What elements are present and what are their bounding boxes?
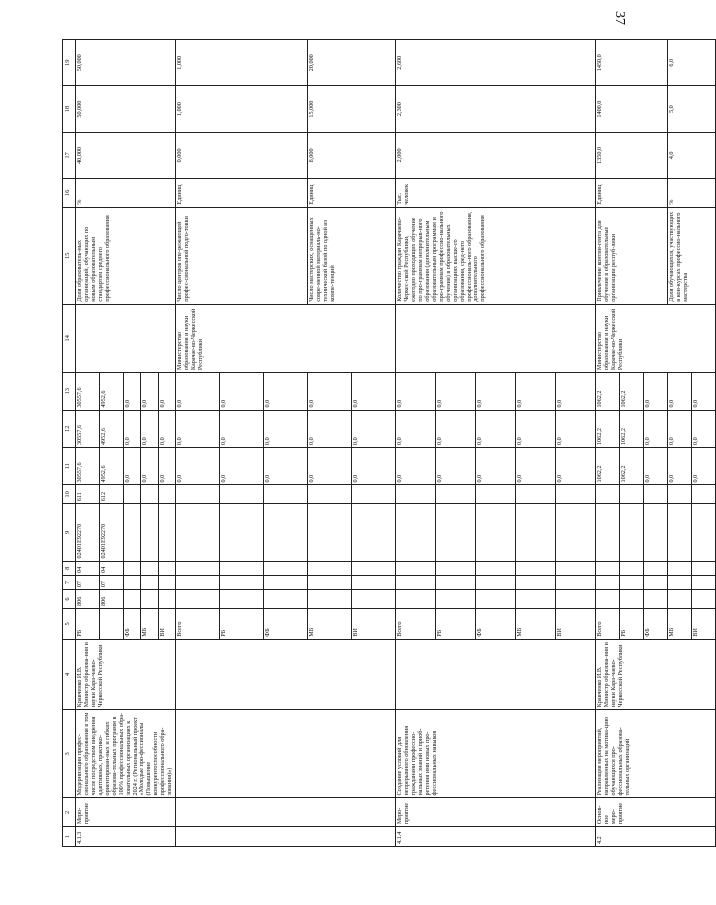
cell-c6: 806 [76,590,100,609]
section-number [176,827,396,847]
cell-c8 [436,561,476,575]
col-header: 13 [63,373,76,410]
cell-c12: 0,0 [396,410,436,447]
header-row [63,40,76,847]
cell-c9 [476,504,516,561]
table-row [596,40,620,847]
cell-c12: 0,0 [176,410,220,447]
cell-c9 [556,504,596,561]
cell-c9 [596,504,620,561]
section-number: 4.1.4 [396,827,596,847]
cell-c8 [141,561,158,575]
section-number: 4.2 [596,827,716,847]
cell-c11: 0,0 [692,448,716,485]
col-header: 18 [63,86,76,132]
cell-c13: 30557,6 [76,373,100,410]
cell-src: РБ [620,608,644,639]
cell-c12: 0,0 [436,410,476,447]
cell-c11: 0,0 [123,448,140,485]
indicator-text: Доля образователь-ных организаций, обучающих по новым образовательным стандартам среднего профессионального образования [76,207,176,304]
cell-src: ВИ [692,608,716,639]
cell-c12: 0,0 [556,410,596,447]
cell-c11: 0,0 [176,448,220,485]
cell-c11: 0,0 [668,448,692,485]
cell-c6 [692,590,716,609]
cell-c10 [436,485,476,504]
cell-c10 [620,485,644,504]
cell-c8 [692,561,716,575]
indicator-text: Количество граждан Карачаево-Черкес-ской Республики, ежегодно проходящих обучение по про-граммам непрерыв-ного образования (дополнительным образовательным программам и про-граммам профессио-нального обучения) в образовательных организациях высше-го образования, сред-него профессиональ-ного образования, дополнительного профессионального образования [396,207,596,304]
cell-c13: 0,0 [176,373,220,410]
indicator-value-18: 15,000 [308,86,396,132]
indicator-unit: Тыс. человек [396,179,596,208]
cell-src: ФБ [644,608,668,639]
indicator-value-17: 1350,0 [596,132,668,178]
table-row [176,40,220,847]
indicator-value-17: 4,0 [668,132,716,178]
cell-c11: 0,0 [352,448,396,485]
section-number: 4.1.3 [76,827,176,847]
col-header: 7 [63,575,76,589]
cell-c6 [644,590,668,609]
cell-src: МБ [308,608,352,639]
cell-c12: 0,0 [476,410,516,447]
cell-c10 [141,485,158,504]
cell-c6 [668,590,692,609]
cell-c9 [620,504,644,561]
section-type: Меро-приятие [76,798,176,827]
cell-c6 [556,590,596,609]
cell-c10 [220,485,264,504]
col-header: 10 [63,485,76,504]
cell-c9 [644,504,668,561]
cell-c7 [476,575,516,589]
col-header: 6 [63,590,76,609]
col-header: 16 [63,179,76,208]
indicator-unit: Единиц [596,179,668,208]
cell-c6 [158,590,175,609]
cell-c9 [264,504,308,561]
cell-c6 [436,590,476,609]
rotated-table-sheet [62,39,700,847]
cell-c9 [352,504,396,561]
col-header: 8 [63,561,76,575]
cell-c13: 1062,2 [596,373,620,410]
cell-c13: 0,0 [220,373,264,410]
cell-c13: 0,0 [123,373,140,410]
cell-c6 [476,590,516,609]
cell-c6: 806 [99,590,123,609]
cell-c8 [556,561,596,575]
cell-c10 [668,485,692,504]
cell-c11: 0,0 [644,448,668,485]
cell-c12: 0,0 [264,410,308,447]
cell-c8 [123,561,140,575]
indicator-text: Число мастерских, оснащенных совре-менной материаль-но-технической базой по одной из компе-тенций [308,207,396,304]
cell-c9 [396,504,436,561]
cell-c6 [396,590,436,609]
cell-c13: 1062,2 [620,373,644,410]
indicator-value-17: 0,000 [176,132,308,178]
indicator-value-19: 6,0 [668,40,716,86]
cell-c9: 02401Е92270 [99,504,123,561]
cell-src: ВИ [352,608,396,639]
cell-c6 [220,590,264,609]
cell-c9 [436,504,476,561]
cell-c10 [176,485,220,504]
cell-c7 [308,575,352,589]
cell-c13: 0,0 [141,373,158,410]
cell-c10 [264,485,308,504]
cell-c9 [308,504,352,561]
cell-src: МБ [141,608,158,639]
cell-c10 [476,485,516,504]
section-executor: Кравченко И.В. Министр образова-ния и науки Кара-чаево-Черкесской Республики [76,639,176,710]
section-name: Создание условий для непрерывного обновления гражданами профессио-нальных знаний и приоб-ретения ими новых про-фессиональных навыков [396,710,596,798]
cell-c11: 30557,6 [76,448,100,485]
col-header: 17 [63,132,76,178]
col-header: 1 [63,827,76,847]
cell-c12: 0,0 [220,410,264,447]
cell-c7 [264,575,308,589]
cell-c12: 0,0 [668,410,692,447]
indicator-unit: % [668,179,716,208]
cell-c11: 0,0 [516,448,556,485]
indicator-value-18: 50,000 [76,86,176,132]
cell-src: ВИ [158,608,175,639]
cell-c7: 07 [76,575,100,589]
indicator-text: Привлечение контин-гента для обучения в образовательные организации респуб-лики [596,207,668,304]
cell-c9 [176,504,220,561]
cell-c8 [352,561,396,575]
cell-c7 [556,575,596,589]
cell-c12: 0,0 [692,410,716,447]
cell-c7 [123,575,140,589]
cell-c7 [158,575,175,589]
cell-c6 [620,590,644,609]
section-executor: Кравченко И.В. Министр образова-ния и науки Кара-чаево-Черкесской Республики [596,639,716,710]
cell-c13: 0,0 [308,373,352,410]
cell-c10 [644,485,668,504]
cell-c13: 0,0 [396,373,436,410]
cell-c10 [596,485,620,504]
cell-c8 [596,561,620,575]
section-responsible: Министерство образования и науки Карачае-во-Черкесской Республики [176,304,396,372]
cell-c12: 0,0 [123,410,140,447]
cell-src: РБ [436,608,476,639]
cell-c9 [141,504,158,561]
col-header: 14 [63,304,76,372]
cell-c9 [158,504,175,561]
col-header: 3 [63,710,76,798]
cell-c12: 30557,6 [76,410,100,447]
cell-c6 [516,590,556,609]
cell-c10 [158,485,175,504]
cell-c9: 02401Е92270 [76,504,100,561]
cell-c8 [516,561,556,575]
col-header: 15 [63,207,76,304]
table-body [63,40,716,847]
cell-c12: 0,0 [352,410,396,447]
cell-c7 [516,575,556,589]
cell-c11: 0,0 [396,448,436,485]
cell-src: РБ [76,608,100,639]
cell-src: МБ [516,608,556,639]
cell-c12: 0,0 [141,410,158,447]
col-header: 9 [63,504,76,561]
cell-src: МБ [668,608,692,639]
cell-c7 [220,575,264,589]
cell-src: ФБ [123,608,140,639]
cell-c12: 1062,2 [620,410,644,447]
cell-c9 [692,504,716,561]
cell-src [99,608,123,639]
cell-c11: 4952,6 [99,448,123,485]
cell-c10 [308,485,352,504]
cell-c6 [308,590,352,609]
col-header: 4 [63,639,76,710]
indicator-value-19: 2,600 [396,40,596,86]
cell-src: ФБ [264,608,308,639]
section-name: Реализация мероприятий, направленных на мотива-цию обучающихся про-фессиональных образова-тельных организаций [596,710,716,798]
cell-c13: 0,0 [352,373,396,410]
section-type [176,798,396,827]
indicator-value-17: 2,000 [396,132,596,178]
cell-c11: 0,0 [436,448,476,485]
cell-c13: 0,0 [158,373,175,410]
indicator-value-19: 1450,0 [596,40,668,86]
cell-c10 [396,485,436,504]
cell-c13: 0,0 [692,373,716,410]
cell-c12: 0,0 [158,410,175,447]
section-responsible [76,304,176,372]
cell-c10 [352,485,396,504]
cell-c13: 0,0 [476,373,516,410]
cell-c8 [644,561,668,575]
cell-c7 [668,575,692,589]
cell-c10 [556,485,596,504]
cell-c12: 4952,6 [99,410,123,447]
cell-src: ВИ [556,608,596,639]
indicator-unit: Единиц [176,179,308,208]
cell-c6 [352,590,396,609]
section-responsible [396,304,596,372]
cell-c8 [264,561,308,575]
section-executor [176,639,396,710]
cell-c6 [123,590,140,609]
program-table [62,39,716,847]
col-header: 11 [63,448,76,485]
section-type: Меро-приятие [396,798,596,827]
indicator-value-19: 1,000 [176,40,308,86]
indicator-value-17: 8,000 [308,132,396,178]
cell-c7 [396,575,436,589]
cell-c7: 07 [99,575,123,589]
cell-c9 [668,504,692,561]
cell-c6 [596,590,620,609]
cell-c11: 0,0 [476,448,516,485]
cell-c8 [396,561,436,575]
cell-c11: 0,0 [158,448,175,485]
col-header: 2 [63,798,76,827]
cell-c7 [176,575,220,589]
cell-c8 [620,561,644,575]
table-row [396,40,436,847]
cell-c13: 0,0 [436,373,476,410]
cell-c10: 612 [99,485,123,504]
indicator-value-17: 40,000 [76,132,176,178]
cell-c6 [141,590,158,609]
cell-c11: 1062,2 [620,448,644,485]
indicator-value-18: 1400,0 [596,86,668,132]
cell-c8: 04 [99,561,123,575]
cell-c7 [436,575,476,589]
cell-c10: 611 [76,485,100,504]
cell-c11: 1062,2 [596,448,620,485]
cell-c7 [692,575,716,589]
indicator-text: Число центров опе-режающей профес-сиональной подго-товки [176,207,308,304]
cell-c11: 0,0 [220,448,264,485]
cell-c7 [352,575,396,589]
indicator-value-19: 50,000 [76,40,176,86]
cell-c7 [620,575,644,589]
cell-src: РБ [220,608,264,639]
cell-c6 [176,590,220,609]
cell-c13: 0,0 [556,373,596,410]
cell-c10 [123,485,140,504]
cell-c7 [644,575,668,589]
cell-c12: 0,0 [308,410,352,447]
table-row [76,40,100,847]
page-number: 37 [612,11,627,25]
cell-c12: 0,0 [516,410,556,447]
cell-c11: 0,0 [556,448,596,485]
cell-c11: 0,0 [141,448,158,485]
cell-c8: 04 [76,561,100,575]
section-responsible: Министерство образования и науки Карачае-во-Черкесской Республики [596,304,716,372]
cell-c13: 0,0 [264,373,308,410]
section-type: Основ-ное меро-приятие [596,798,716,827]
indicator-value-18: 2,300 [396,86,596,132]
cell-src: Всего [396,608,436,639]
indicator-unit: Единиц [308,179,396,208]
cell-c11: 0,0 [308,448,352,485]
cell-src: ФБ [476,608,516,639]
cell-c8 [158,561,175,575]
indicator-value-18: 1,000 [176,86,308,132]
cell-c13: 0,0 [516,373,556,410]
col-header: 5 [63,608,76,639]
cell-c10 [516,485,556,504]
indicator-value-19: 20,000 [308,40,396,86]
cell-c12: 0,0 [644,410,668,447]
section-executor [396,639,596,710]
cell-c8 [220,561,264,575]
cell-c7 [141,575,158,589]
cell-c13: 0,0 [668,373,692,410]
cell-c12: 1062,2 [596,410,620,447]
indicator-unit: % [76,179,176,208]
cell-c9 [123,504,140,561]
cell-c9 [516,504,556,561]
cell-c6 [264,590,308,609]
section-name: Модернизация профес-сионального образования в том числе посредством внедрения адаптивных, практико-ориентирован-ных и гибких образова-тельных программ в 100% профессиональных обра-зовательных организациях к 2024 г. (Региональный проект «Молодые про-фессионалы (Повышение конкурентоспособности профессионального обра-зования)») [76,710,176,798]
cell-c8 [476,561,516,575]
cell-c13: 0,0 [644,373,668,410]
cell-src: Всего [596,608,620,639]
indicator-value-18: 5,0 [668,86,716,132]
cell-c8 [176,561,220,575]
cell-c10 [692,485,716,504]
section-name [176,710,396,798]
cell-c8 [308,561,352,575]
cell-src: Всего [176,608,220,639]
cell-c9 [220,504,264,561]
cell-c11: 0,0 [264,448,308,485]
cell-c13: 4952,6 [99,373,123,410]
indicator-text: Доля обучающихся, участвующих в кон-курсах профессио-нального мастерства [668,207,716,304]
col-header: 19 [63,40,76,86]
cell-c8 [668,561,692,575]
cell-c7 [596,575,620,589]
col-header: 12 [63,410,76,447]
